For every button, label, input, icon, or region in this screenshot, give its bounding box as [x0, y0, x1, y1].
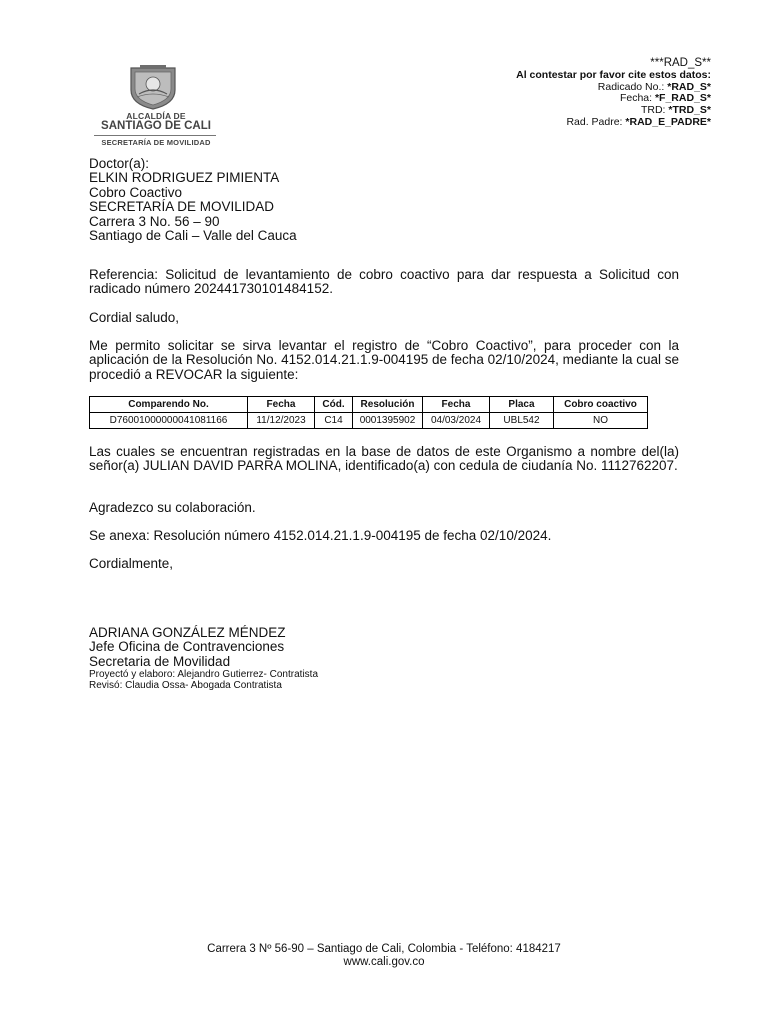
- reviewed-by: Revisó: Claudia Ossa- Abogada Contratista: [89, 680, 282, 692]
- thanks-line: Agradezco su colaboración.: [89, 500, 256, 515]
- radicado-title: Al contestar por favor cite estos datos:: [516, 68, 711, 81]
- col-comparendo: Comparendo No.: [90, 397, 248, 413]
- radicado-date-label: Fecha:: [619, 92, 653, 105]
- page-footer: [0, 943, 768, 968]
- col-placa: Placa: [490, 397, 554, 413]
- closing-line: Cordialmente,: [89, 556, 174, 571]
- registered-paragraph: Las cuales se encuentran registradas en la base de datos de este Organismo a nombre del(la) señor(a) JULIAN DAVID PARRA MOLINA, identificado(a) con cedula de ciudanía No. 1112762207.: [89, 444, 679, 474]
- table-header-row: [90, 397, 648, 413]
- logo-divider: [94, 135, 216, 136]
- logo-line-alcaldia: ALCALDÍA DE: [126, 111, 186, 121]
- footer-web-link[interactable]: www.cali.gov.co: [343, 955, 425, 968]
- col-cod: Cód.: [315, 397, 353, 413]
- recipient-city: Santiago de Cali – Valle del Cauca: [89, 228, 297, 244]
- signer-dept: Secretaria de Movilidad: [89, 653, 231, 669]
- projected-by: Proyectó y elaboro: Alejandro Gutierrez- Contratista: [89, 669, 318, 681]
- radicado-parent-value: *RAD_E_PADRE*: [625, 115, 711, 128]
- cell-cobro-coactivo: NO: [554, 413, 648, 429]
- radicado-parent-label: Rad. Padre:: [566, 115, 623, 128]
- cell-resolucion: 0001395902: [353, 413, 423, 429]
- col-fecha-2: Fecha: [423, 397, 490, 413]
- greeting: Cordial saludo,: [89, 310, 180, 325]
- signer-role: Jefe Oficina de Contravenciones: [89, 639, 285, 655]
- radicado-number-label: Radicado No.:: [597, 80, 665, 93]
- request-paragraph: Me permito solicitar se sirva levantar el registro de “Cobro Coactivo”, para proceder con la aplicación de la Resolución No. 4152.014.21.1.9-004195 de fecha 02/10/2024, mediante la cual se procedió a REVOCAR la siguiente:: [89, 338, 679, 382]
- recipient-office: Cobro Coactivo: [89, 184, 183, 200]
- radicado-trd-value: *TRD_S*: [668, 104, 711, 117]
- radicado-date-value: *F_RAD_S*: [654, 92, 711, 105]
- alcaldia-logo: [92, 64, 220, 148]
- logo-line-santiago: SANTIAGO DE CALI: [101, 120, 211, 132]
- cell-fecha-2: 04/03/2024: [423, 413, 490, 429]
- signature-block: [89, 626, 318, 692]
- cell-placa: UBL542: [490, 413, 554, 429]
- radicado-block: [516, 58, 711, 129]
- annex-line: Se anexa: Resolución número 4152.014.21.1.9-004195 de fecha 02/10/2024.: [89, 528, 552, 543]
- reference-paragraph: Referencia: Solicitud de levantamiento de cobro coactivo para dar respuesta a Solicitud con radicado número 202441730101484152.: [89, 267, 679, 297]
- cell-fecha: 11/12/2023: [248, 413, 315, 429]
- logo-line-secretaria: SECRETARÍA DE MOVILIDAD: [101, 138, 211, 147]
- comparendo-table: [89, 396, 648, 429]
- coat-of-arms-icon: [125, 64, 181, 110]
- col-cobro-coactivo: Cobro coactivo: [554, 397, 648, 413]
- cell-comparendo: D76001000000041081166: [90, 413, 248, 429]
- radicado-code: ***RAD_S**: [650, 57, 711, 69]
- recipient-address: Carrera 3 No. 56 – 90: [89, 213, 220, 229]
- recipient-name: ELKIN RODRIGUEZ PIMIENTA: [89, 170, 280, 186]
- signer-name: ADRIANA GONZÁLEZ MÉNDEZ: [89, 625, 286, 640]
- recipient-block: [89, 157, 297, 243]
- radicado-number-value: *RAD_S*: [667, 80, 711, 93]
- recipient-salutation: Doctor(a):: [89, 156, 150, 171]
- col-resolucion: Resolución: [353, 397, 423, 413]
- col-fecha: Fecha: [248, 397, 315, 413]
- recipient-dept: SECRETARÍA DE MOVILIDAD: [89, 199, 275, 215]
- radicado-trd-label: TRD:: [640, 104, 666, 117]
- radicado-parent: [516, 117, 711, 129]
- cell-cod: C14: [315, 413, 353, 429]
- footer-address: Carrera 3 Nº 56-90 – Santiago de Cali, Colombia - Teléfono: 4184217: [207, 943, 561, 955]
- table-row: [90, 413, 648, 429]
